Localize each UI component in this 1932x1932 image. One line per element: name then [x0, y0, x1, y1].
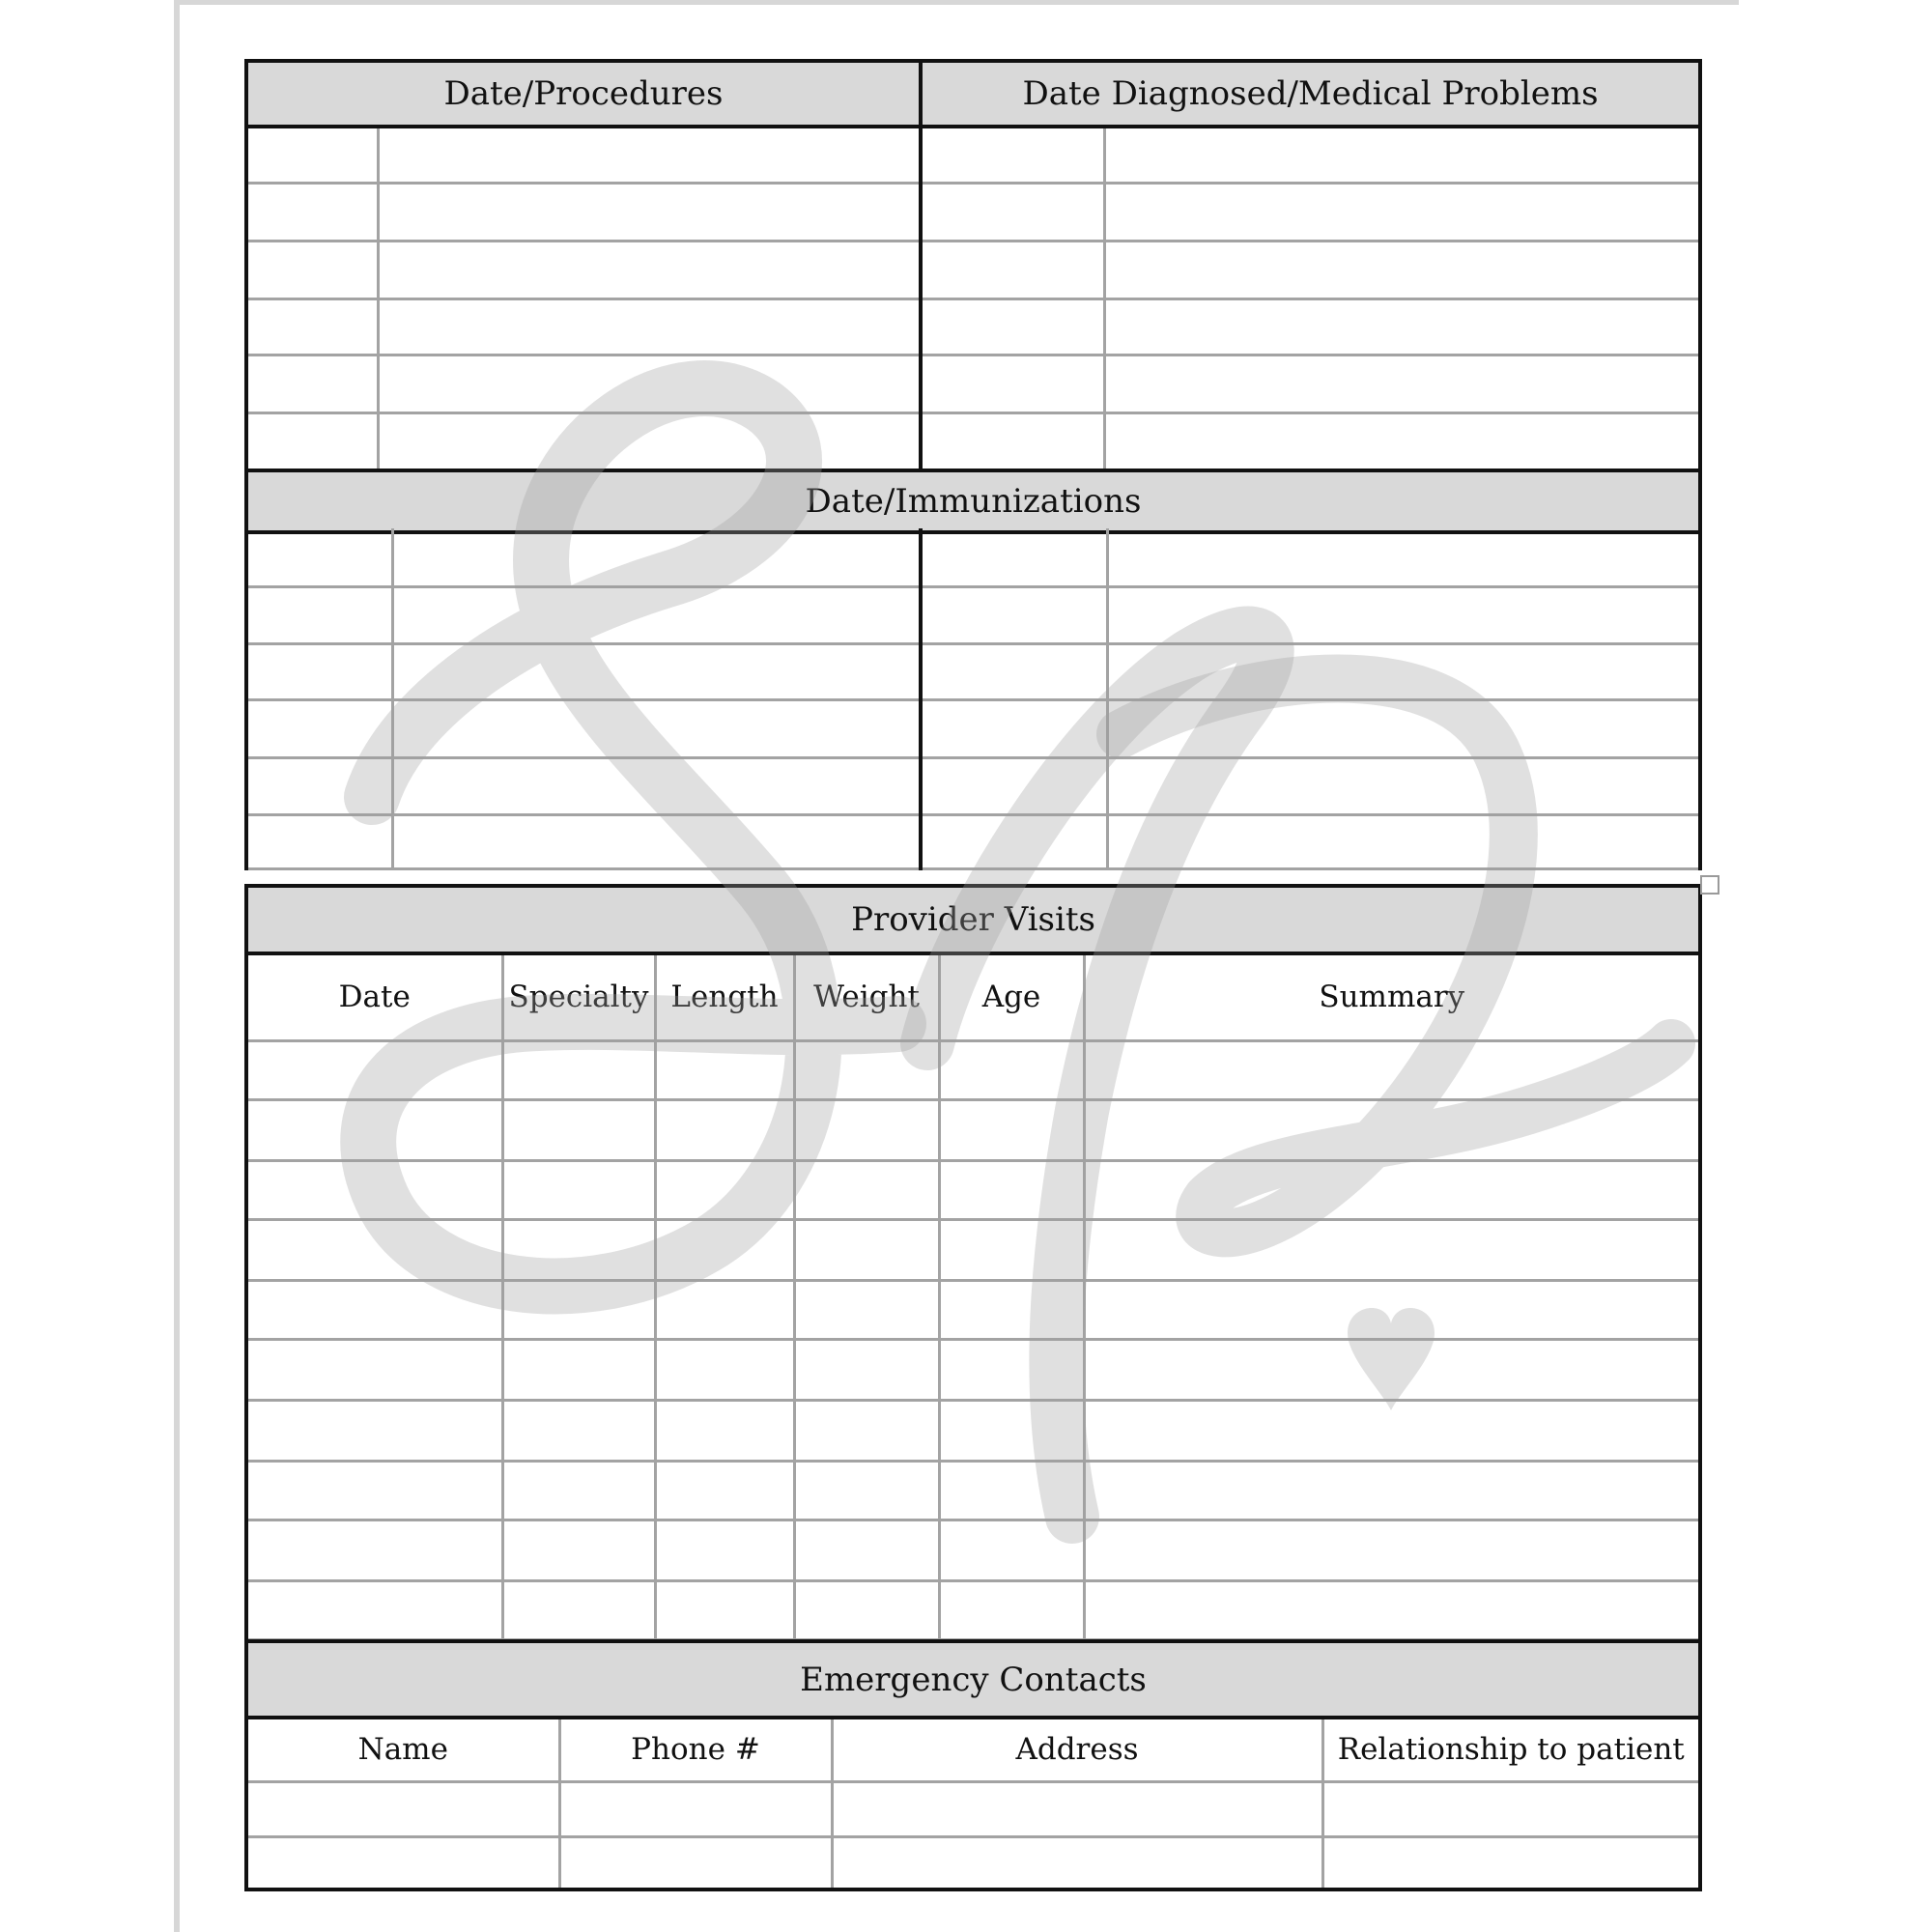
visit-summary-cell[interactable] — [1084, 1099, 1700, 1160]
procedure-date-cell[interactable] — [246, 412, 378, 470]
col-length: Length — [655, 953, 794, 1040]
immunization-cell[interactable] — [392, 757, 921, 814]
visit-weight-cell[interactable] — [794, 1160, 939, 1219]
immunization-date-cell[interactable] — [921, 586, 1107, 643]
immunization-cell[interactable] — [392, 528, 921, 586]
visit-specialty-cell[interactable] — [502, 1520, 655, 1580]
visit-age-cell[interactable] — [939, 1461, 1084, 1520]
visit-specialty-cell[interactable] — [502, 1160, 655, 1219]
visit-length-cell[interactable] — [655, 1219, 794, 1280]
contact-phone-cell[interactable] — [559, 1781, 832, 1836]
visit-weight-cell[interactable] — [794, 1339, 939, 1400]
problem-date-cell[interactable] — [921, 183, 1104, 241]
visit-age-cell[interactable] — [939, 1040, 1084, 1099]
col-address: Address — [832, 1718, 1322, 1781]
contact-relationship-cell[interactable] — [1322, 1836, 1700, 1889]
visit-date-cell[interactable] — [246, 1099, 502, 1160]
visit-specialty-cell[interactable] — [502, 1580, 655, 1639]
problem-date-cell[interactable] — [921, 298, 1104, 355]
immunization-cell[interactable] — [392, 643, 921, 699]
procedure-cell[interactable] — [378, 183, 921, 241]
procedure-cell[interactable] — [378, 241, 921, 298]
immunization-row — [246, 699, 1700, 757]
visit-date-cell[interactable] — [246, 1461, 502, 1520]
visit-summary-cell[interactable] — [1084, 1339, 1700, 1400]
visit-specialty-cell[interactable] — [502, 1461, 655, 1520]
procedure-date-cell[interactable] — [246, 183, 378, 241]
procedure-date-cell[interactable] — [246, 241, 378, 298]
visit-age-cell[interactable] — [939, 1580, 1084, 1639]
visit-summary-cell[interactable] — [1084, 1580, 1700, 1639]
col-age: Age — [939, 953, 1084, 1040]
table-resize-handle[interactable] — [1700, 875, 1719, 895]
table-row — [246, 1280, 1700, 1339]
visit-date-cell[interactable] — [246, 1580, 502, 1639]
problem-date-cell[interactable] — [921, 355, 1104, 412]
immunization-row — [246, 814, 1700, 868]
immunization-cell[interactable] — [1107, 699, 1700, 757]
immunization-cell[interactable] — [392, 586, 921, 643]
immunization-cell[interactable] — [1107, 757, 1700, 814]
immunization-cell[interactable] — [392, 814, 921, 868]
immunization-row — [246, 757, 1700, 814]
provider-visits-header-row — [246, 953, 1700, 1040]
contact-address-cell[interactable] — [832, 1781, 1322, 1836]
visit-length-cell[interactable] — [655, 1461, 794, 1520]
problem-date-cell[interactable] — [921, 127, 1104, 183]
visit-weight-cell[interactable] — [794, 1400, 939, 1461]
history-row — [246, 412, 1700, 470]
immunization-cell[interactable] — [1107, 586, 1700, 643]
history-row — [246, 241, 1700, 298]
visit-length-cell[interactable] — [655, 1040, 794, 1099]
immunization-cell[interactable] — [392, 699, 921, 757]
history-row — [246, 127, 1700, 183]
table-row — [246, 1160, 1700, 1219]
table-row — [246, 1339, 1700, 1400]
visit-specialty-cell[interactable] — [502, 1219, 655, 1280]
visit-specialty-cell[interactable] — [502, 1040, 655, 1099]
contact-relationship-cell[interactable] — [1322, 1781, 1700, 1836]
col-summary: Summary — [1084, 953, 1700, 1040]
table-row — [246, 1836, 1700, 1889]
immunization-row — [246, 586, 1700, 643]
immunization-date-cell[interactable] — [246, 757, 392, 814]
visit-length-cell[interactable] — [655, 1580, 794, 1639]
procedure-date-cell[interactable] — [246, 355, 378, 412]
visit-date-cell[interactable] — [246, 1339, 502, 1400]
col-phone: Phone # — [559, 1718, 832, 1781]
immunization-date-cell[interactable] — [246, 699, 392, 757]
visit-date-cell[interactable] — [246, 1219, 502, 1280]
procedure-cell[interactable] — [378, 412, 921, 470]
visit-specialty-cell[interactable] — [502, 1339, 655, 1400]
history-row — [246, 183, 1700, 241]
contact-name-cell[interactable] — [246, 1781, 559, 1836]
visit-summary-cell[interactable] — [1084, 1400, 1700, 1461]
immunization-date-cell[interactable] — [246, 643, 392, 699]
visit-age-cell[interactable] — [939, 1099, 1084, 1160]
visit-age-cell[interactable] — [939, 1219, 1084, 1280]
table-row — [246, 1219, 1700, 1280]
visit-age-cell[interactable] — [939, 1280, 1084, 1339]
visit-date-cell[interactable] — [246, 1040, 502, 1099]
immunization-row — [246, 643, 1700, 699]
visit-weight-cell[interactable] — [794, 1520, 939, 1580]
visit-weight-cell[interactable] — [794, 1461, 939, 1520]
col-name: Name — [246, 1718, 559, 1781]
visit-summary-cell[interactable] — [1084, 1280, 1700, 1339]
visit-summary-cell[interactable] — [1084, 1040, 1700, 1099]
problem-date-cell[interactable] — [921, 412, 1104, 470]
visit-age-cell[interactable] — [939, 1160, 1084, 1219]
visit-date-cell[interactable] — [246, 1160, 502, 1219]
problem-cell[interactable] — [1104, 127, 1700, 183]
procedure-cell[interactable] — [378, 298, 921, 355]
immunization-date-cell[interactable] — [246, 586, 392, 643]
col-relationship: Relationship to patient — [1322, 1718, 1700, 1781]
visit-specialty-cell[interactable] — [502, 1099, 655, 1160]
immunizations-table — [244, 528, 1702, 870]
emergency-contacts-title: Emergency Contacts — [246, 1641, 1700, 1718]
problem-date-cell[interactable] — [921, 241, 1104, 298]
table-row — [246, 1040, 1700, 1099]
problem-cell[interactable] — [1104, 183, 1700, 241]
table-row — [246, 1781, 1700, 1836]
visit-length-cell[interactable] — [655, 1520, 794, 1580]
immunizations-header: Date/Immunizations — [246, 470, 1700, 532]
table-row — [246, 1580, 1700, 1639]
immunization-date-cell[interactable] — [921, 757, 1107, 814]
procedure-date-cell[interactable] — [246, 298, 378, 355]
visit-summary-cell[interactable] — [1084, 1160, 1700, 1219]
visit-summary-cell[interactable] — [1084, 1461, 1700, 1520]
visit-weight-cell[interactable] — [794, 1099, 939, 1160]
contact-name-cell[interactable] — [246, 1836, 559, 1889]
visit-age-cell[interactable] — [939, 1520, 1084, 1580]
visit-date-cell[interactable] — [246, 1400, 502, 1461]
procedure-cell[interactable] — [378, 355, 921, 412]
col-weight: Weight — [794, 953, 939, 1040]
immunization-cell[interactable] — [1107, 643, 1700, 699]
immunization-date-cell[interactable] — [921, 528, 1107, 586]
visit-summary-cell[interactable] — [1084, 1219, 1700, 1280]
visit-length-cell[interactable] — [655, 1160, 794, 1219]
immunization-cell[interactable] — [1107, 814, 1700, 868]
visit-date-cell[interactable] — [246, 1520, 502, 1580]
contact-phone-cell[interactable] — [559, 1836, 832, 1889]
procedure-cell[interactable] — [378, 127, 921, 183]
provider-visits-title: Provider Visits — [246, 886, 1700, 953]
immunization-row — [246, 528, 1700, 586]
problem-cell[interactable] — [1104, 241, 1700, 298]
immunization-date-cell[interactable] — [246, 528, 392, 586]
medical-history-table — [244, 59, 1702, 534]
visit-date-cell[interactable] — [246, 1280, 502, 1339]
visit-specialty-cell[interactable] — [502, 1400, 655, 1461]
contact-address-cell[interactable] — [832, 1836, 1322, 1889]
visit-length-cell[interactable] — [655, 1280, 794, 1339]
visit-summary-cell[interactable] — [1084, 1520, 1700, 1580]
visit-weight-cell[interactable] — [794, 1040, 939, 1099]
visit-age-cell[interactable] — [939, 1400, 1084, 1461]
emergency-contacts-header-row — [246, 1718, 1700, 1781]
visit-specialty-cell[interactable] — [502, 1280, 655, 1339]
table-row — [246, 1099, 1700, 1160]
history-row — [246, 298, 1700, 355]
visit-weight-cell[interactable] — [794, 1280, 939, 1339]
immunization-cell[interactable] — [1107, 528, 1700, 586]
procedure-date-cell[interactable] — [246, 127, 378, 183]
problem-cell[interactable] — [1104, 355, 1700, 412]
col-specialty: Specialty — [502, 953, 655, 1040]
problem-cell[interactable] — [1104, 298, 1700, 355]
problems-header: Date Diagnosed/Medical Problems — [921, 61, 1700, 127]
history-row — [246, 355, 1700, 412]
immunization-date-cell[interactable] — [921, 814, 1107, 868]
immunization-date-cell[interactable] — [246, 814, 392, 868]
visit-weight-cell[interactable] — [794, 1219, 939, 1280]
provider-visits-table — [244, 884, 1702, 1641]
visit-length-cell[interactable] — [655, 1099, 794, 1160]
table-row — [246, 1520, 1700, 1580]
col-date: Date — [246, 953, 502, 1040]
immunization-date-cell[interactable] — [921, 643, 1107, 699]
procedures-header: Date/Procedures — [246, 61, 921, 127]
immunization-date-cell[interactable] — [921, 699, 1107, 757]
table-row — [246, 1400, 1700, 1461]
visit-length-cell[interactable] — [655, 1400, 794, 1461]
table-row — [246, 1461, 1700, 1520]
visit-age-cell[interactable] — [939, 1339, 1084, 1400]
emergency-contacts-table — [244, 1639, 1702, 1891]
visit-weight-cell[interactable] — [794, 1580, 939, 1639]
visit-length-cell[interactable] — [655, 1339, 794, 1400]
problem-cell[interactable] — [1104, 412, 1700, 470]
